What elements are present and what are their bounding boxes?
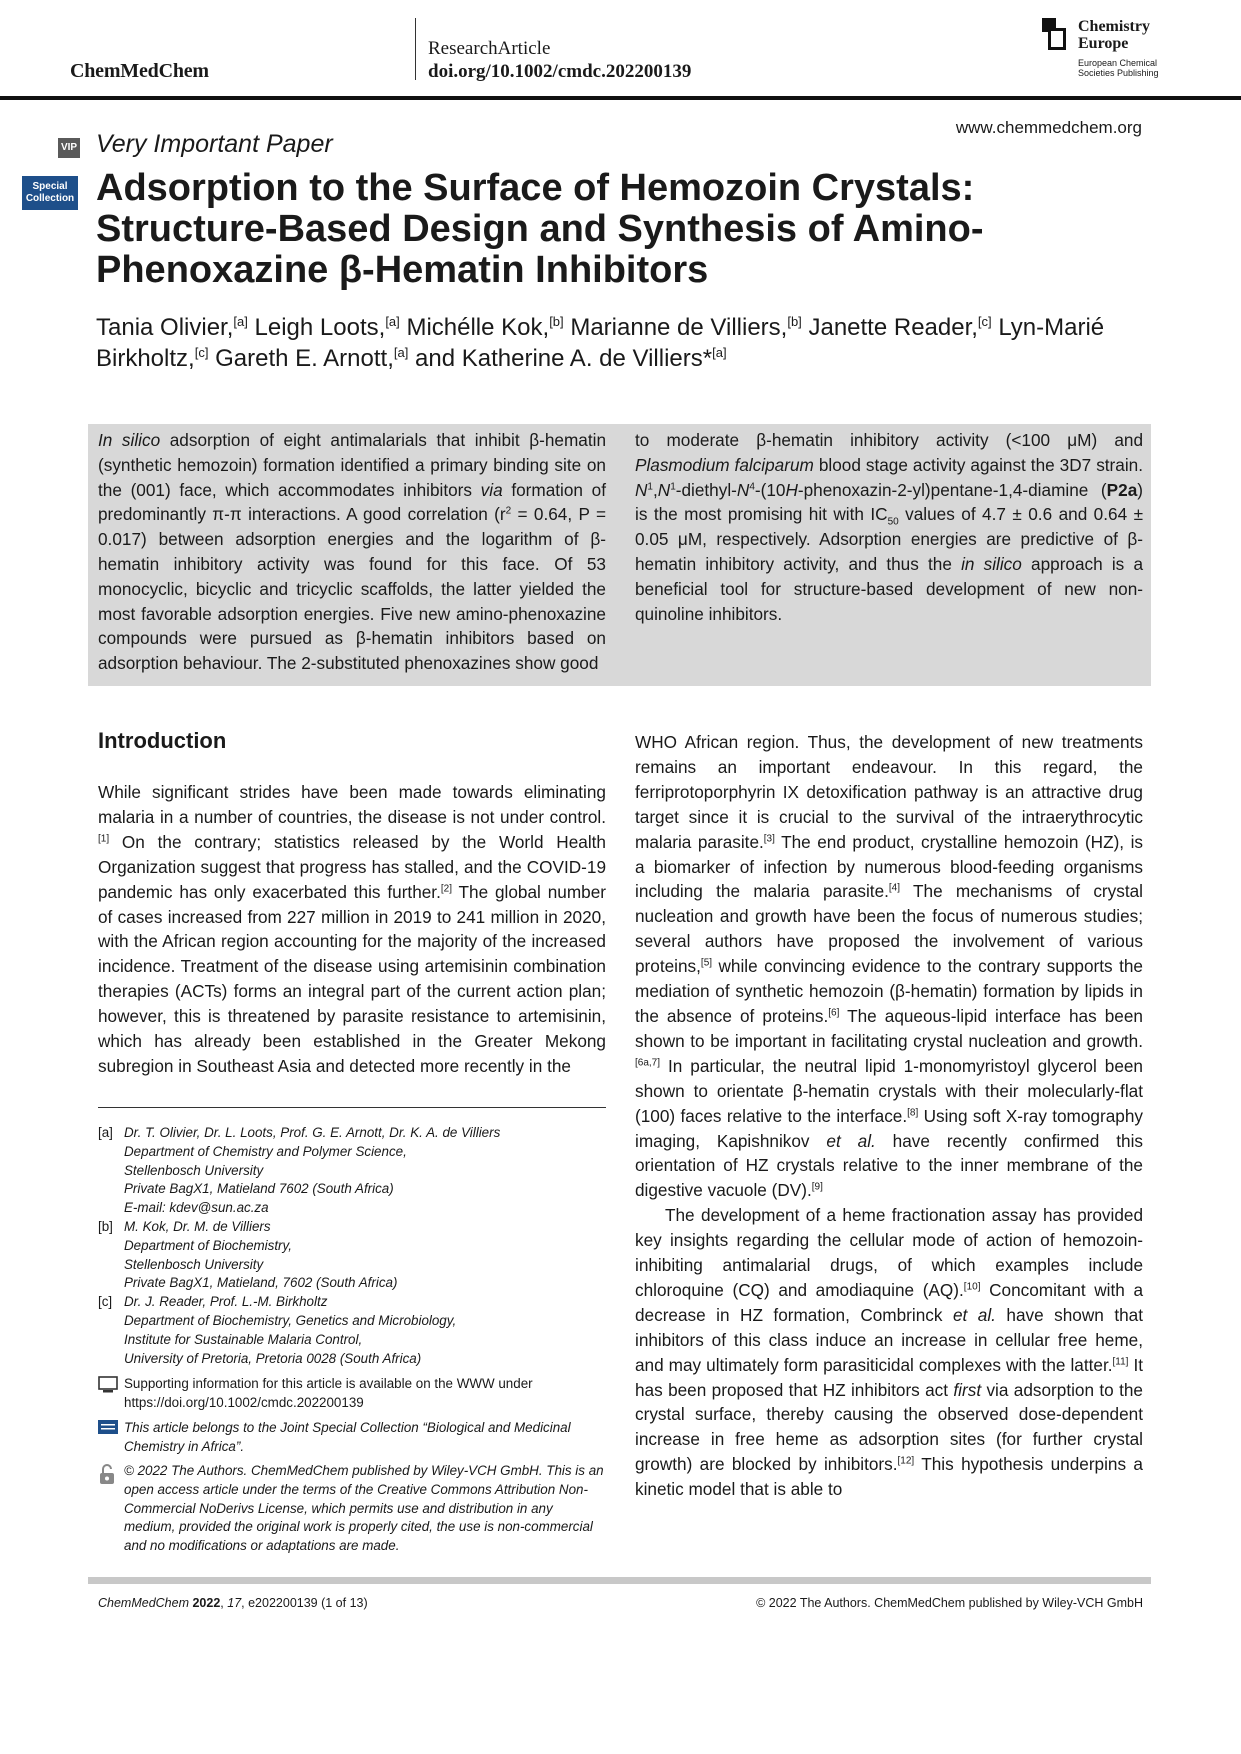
citation-ref[interactable]: [1] (98, 833, 110, 845)
affiliation-line: Private BagX1, Matieland, 7602 (South Africa) (124, 1275, 398, 1291)
citation-ref[interactable]: [3] (763, 832, 775, 844)
footer-citation (98, 1596, 368, 1610)
body-text: This hypothesis underpins a kinetic model that is able to (635, 1454, 1143, 1500)
affiliation-line: Private BagX1, Matieland 7602 (South Africa) (124, 1181, 394, 1197)
abstract-sup: 4 (749, 480, 755, 492)
license-text: © 2022 The Authors. ChemMedChem published by Wiley-VCH GmbH. This is an open access article under the terms of the Creative Commons Attribution Non-Commercial NoDerivs License, which permits use and distribution in any medium, provided the original work is properly cited, the use is non-commercial and no modifications or adaptations are made. (124, 1463, 604, 1554)
author-name: Marianne de Villiers, (570, 314, 788, 341)
citation-ref[interactable]: [4] (888, 882, 901, 894)
author-affiliation-marker: [a] (385, 314, 400, 329)
footer-pages: , e202200139 (1 of 13) (241, 1596, 368, 1610)
body-text: In particular, the neutral lipid 1-monomyristoyl glycerol been shown to orientate β-hematin crystals with their molecularly-flat (100) faces relative to the interface. (635, 1055, 1143, 1126)
abstract-text: ) is the most promising hit with IC (635, 479, 1143, 525)
abstract-column-right (635, 428, 1143, 626)
body-italic: et al. (826, 1130, 876, 1151)
citation-ref[interactable]: [11] (1112, 1355, 1129, 1367)
abstract-italic: N (736, 479, 750, 500)
author-affiliation-marker: [a] (712, 345, 727, 360)
citation-ref[interactable]: [5] (700, 957, 713, 969)
citation-ref[interactable]: [10] (963, 1281, 981, 1293)
affiliation-line: Dr. T. Olivier, Dr. L. Loots, Prof. G. E. Arnott, Dr. K. A. de Villiers (124, 1125, 501, 1140)
publisher-name-line1: Chemistry (1078, 18, 1150, 35)
footer-year: 2022 (192, 1596, 221, 1610)
abstract-italic: Plasmodium falciparum (635, 454, 814, 475)
author-name: Tania Olivier, (96, 314, 234, 341)
article-type: ResearchArticle (428, 38, 551, 59)
body-text: have recently confirmed this orientation of HZ crystals relative to the inner membrane of the digestive vacuole (DV). (635, 1130, 1143, 1201)
abstract-text: -phenoxazin-2-yl)pentane-1,4-diamine ( (797, 479, 1107, 500)
affiliation-line: University of Pretoria, Pretoria 0028 (South Africa) (124, 1350, 422, 1366)
abstract-text: -diethyl- (675, 479, 737, 500)
affiliation-tag: [b] (98, 1218, 113, 1234)
affiliations (98, 1124, 618, 1368)
author-affiliation-marker: [b] (787, 314, 802, 329)
journal-name: ChemMedChem (70, 60, 209, 82)
special-badge-line1: Special (32, 181, 68, 192)
open-access-lock-icon (98, 1463, 116, 1485)
journal-website-link[interactable]: www.chemmedchem.org (955, 118, 1142, 137)
abstract-text: -(10 (754, 479, 786, 500)
affiliation-line: M. Kok, Dr. M. de Villiers (124, 1218, 271, 1234)
affiliation-block (98, 1293, 618, 1368)
author-list (96, 312, 1156, 374)
abstract-text: formation of predominantly π-π interactions. A good correlation (r (98, 479, 607, 525)
special-collection-icon (98, 1420, 118, 1434)
body-italic: et al. (952, 1304, 996, 1325)
author-name: Lyn-Marié Birkholtz, (96, 314, 1105, 372)
body-text: On the contrary; statistics released by the World Health Organization suggest that progress has stalled, and the COVID-19 pandemic has only exacerbated this further. (98, 831, 606, 902)
header-rule (0, 96, 1241, 100)
publisher-name (1078, 18, 1150, 52)
citation-ref[interactable]: [2] (440, 882, 452, 894)
body-text: It has been proposed that HZ inhibitors act (635, 1354, 1144, 1400)
supporting-info-note (98, 1375, 606, 1413)
abstract-compound: P2a (1106, 479, 1138, 500)
affiliation-line: Institute for Sustainable Malaria Control, (124, 1331, 363, 1347)
citation-ref[interactable]: [9] (811, 1181, 823, 1193)
citation-ref[interactable]: [8] (907, 1106, 919, 1118)
author-name: Janette Reader, (808, 314, 978, 341)
doi-link[interactable]: doi.org/10.1002/cmdc.202200139 (428, 61, 692, 82)
body-text: Concomitant with a decrease in HZ formation, Combrinck (635, 1279, 1143, 1325)
body-text: The aqueous-lipid interface has been shown to be important in facilitating crystal nucleation and growth. (635, 1005, 1143, 1051)
abstract-text: = 0.64, P = 0.017) between adsorption energies and the logarithm of β-hematin inhibitory activity was found for this face. Of 53 monocyclic, bicyclic and tricyclic scaffolds, the latter yielded the most favorable adsorption energies. Five new amino-phenoxazine compounds were pursued as β-hematin inhibitors based on adsorption behaviour. The 2-substituted phenoxazines show good (98, 504, 606, 674)
body-text: While significant strides have been made towards eliminating malaria in a number of countries, the disease is not under control. (98, 782, 606, 827)
abstract-text: blood stage activity against the 3D7 strain. (813, 454, 1143, 475)
abstract-sup: 1 (670, 480, 676, 492)
article-title: Adsorption to the Surface of Hemozoin Crystals: Structure-Based Design and Synthesis of Amino-Phenoxazine β-Hematin Inhibitors (96, 167, 984, 291)
body-italic: first (953, 1379, 982, 1400)
publisher-sub-line2: Societies Publishing (1078, 68, 1159, 78)
publisher-name-line2: Europe (1078, 35, 1129, 52)
affiliation-line: Stellenbosch University (124, 1256, 264, 1272)
abstract-italic: H (785, 479, 798, 500)
body-text: Using soft X-ray tomography imaging, Kapishnikov (635, 1105, 1143, 1151)
abstract-italic: In silico (98, 430, 161, 450)
affiliation-line: Stellenbosch University (124, 1162, 264, 1178)
body-text: WHO African region. Thus, the development of new treatments remains an important endeavour. In this regard, the ferriprotoporphyrin IX detoxification pathway is an attractive drug target since it is crucial to the survival of the intraerythrocytic malaria parasite. (635, 732, 1143, 852)
author-affiliation-marker: [a] (393, 345, 409, 360)
footnote-rule (98, 1107, 606, 1108)
author-name: and Katherine A. de Villiers* (415, 345, 713, 372)
body-text: The development of a heme fractionation assay has provided key insights regarding the cellular mode of action of hemozoin-inhibiting antimalarial drugs, of which examples include chloroquine (CQ) and amodiaquine (AQ). (635, 1205, 1143, 1300)
footer-bar (88, 1577, 1151, 1584)
citation-ref[interactable]: [6] (828, 1007, 840, 1019)
abstract-text: values of 4.7 ± 0.6 and 0.64 ± 0.05 μM, respectively. Adsorption energies are predictive of β-hematin inhibitory activity, and thus the (635, 504, 1144, 574)
body-text: while convincing evidence to the contrary supports the mediation of synthetic hemozoin (β-hematin) formation by lipids in the absence of proteins. (635, 956, 1143, 1026)
author-name: Gareth E. Arnott, (215, 345, 394, 372)
affiliation-tag: [a] (98, 1125, 113, 1140)
abstract-text: to moderate β-hematin inhibitory activity (<100 μM) and (635, 430, 1143, 450)
affiliation-line: Department of Biochemistry, (124, 1237, 292, 1253)
body-text: The global number of cases increased from 227 million in 2019 to 241 million in 2020, with the African region accounting for the majority of the increased incidence. Treatment of the disease using artemisinin combination therapies (ACTs) forms an integral part of the current action plan; however, this is threatened by parasite resistance to artemisinin, which has already been established in the Greater Mekong subregion in Southeast Asia and detected more recently in the (98, 881, 606, 1076)
special-collection-text: This article belongs to the Joint Special Collection “Biological and Medicinal Chemistry in Africa”. (124, 1420, 571, 1454)
abstract-text: approach is a beneficial tool for structure-based development of new non-quinoline inhibitors. (635, 553, 1144, 624)
footer-journal: ChemMedChem (98, 1596, 193, 1610)
abstract-italic: N (657, 479, 671, 500)
publisher-sub-line1: European Chemical (1078, 58, 1158, 68)
chemistry-europe-logo-icon (1042, 18, 1066, 50)
vip-label: Very Important Paper (96, 130, 333, 158)
author-name: Leigh Loots, (254, 314, 386, 341)
supporting-info-text[interactable]: Supporting information for this article is available on the WWW under https://doi.org/10.1002/cmdc.202200139 (124, 1376, 533, 1410)
affiliation-line: Dr. J. Reader, Prof. L.-M. Birkholtz (124, 1294, 328, 1310)
affiliation-block (98, 1218, 618, 1293)
body-text: The end product, crystalline hemozoin (HZ), is a biomarker of infection by numerous blood-feeding organisms including the malaria parasite. (635, 831, 1143, 902)
section-heading-introduction: Introduction (98, 728, 227, 753)
author-affiliation-marker: [a] (233, 314, 248, 329)
footer-copyright: © 2022 The Authors. ChemMedChem published by Wiley-VCH GmbH (756, 1596, 1143, 1610)
computer-icon (98, 1376, 118, 1394)
abstract-column-left (98, 428, 606, 676)
affiliation-tag: [c] (98, 1294, 113, 1310)
body-text: have shown that inhibitors of this class induce an increase in cellular free heme, and may ultimately form parasiticidal complexes with the latter. (635, 1304, 1143, 1375)
abstract-text: adsorption of eight antimalarials that inhibit β-hematin (synthetic hemozoin) formation identified a primary binding site on the (001) face, which accommodates inhibitors (98, 430, 607, 500)
affiliation-line: E-mail: kdev@sun.ac.za (124, 1200, 269, 1216)
paragraph-2 (635, 1203, 1143, 1502)
affiliation-line: Department of Chemistry and Polymer Science, (124, 1143, 407, 1159)
footer-sep: , (220, 1596, 228, 1610)
special-collection-badge[interactable] (22, 176, 78, 210)
special-badge-line2: Collection (25, 193, 75, 204)
affiliation-line: Department of Biochemistry, Genetics and Microbiology, (124, 1312, 457, 1328)
citation-ref[interactable]: [6a,7] (635, 1057, 661, 1069)
citation-ref[interactable]: [12] (897, 1455, 915, 1467)
license-note (98, 1462, 606, 1556)
author-affiliation-marker: [b] (549, 314, 564, 329)
abstract-sup: 2 (505, 505, 512, 517)
body-column-right (635, 730, 1143, 1502)
abstract-sup: 1 (647, 480, 653, 492)
abstract-text: , (652, 479, 658, 500)
body-text: via adsorption to the crystal surface, thereby causing the observed dose-dependent increase in free heme as adsorption sites (for further crystal growth) are blocked by inhibitors. (635, 1379, 1143, 1475)
author-affiliation-marker: [c] (194, 345, 209, 360)
abstract-italic: via (480, 479, 503, 500)
abstract-italic: N (635, 479, 648, 500)
author-name: Michélle Kok, (406, 314, 550, 341)
body-column-left (98, 780, 606, 1079)
abstract-sub: 50 (887, 516, 899, 528)
header-divider (415, 18, 416, 80)
footer-volume: 17 (227, 1596, 242, 1610)
abstract-italic: in silico (961, 553, 1022, 574)
special-collection-note (98, 1419, 606, 1457)
body-text: The mechanisms of crystal nucleation and growth have been the focus of numerous studies; several authors have proposed the involvement of various proteins, (635, 881, 1143, 977)
publisher-subtitle (1078, 58, 1159, 78)
affiliation-block (98, 1124, 618, 1218)
vip-icon: VIP (58, 138, 80, 158)
author-affiliation-marker: [c] (977, 314, 992, 329)
